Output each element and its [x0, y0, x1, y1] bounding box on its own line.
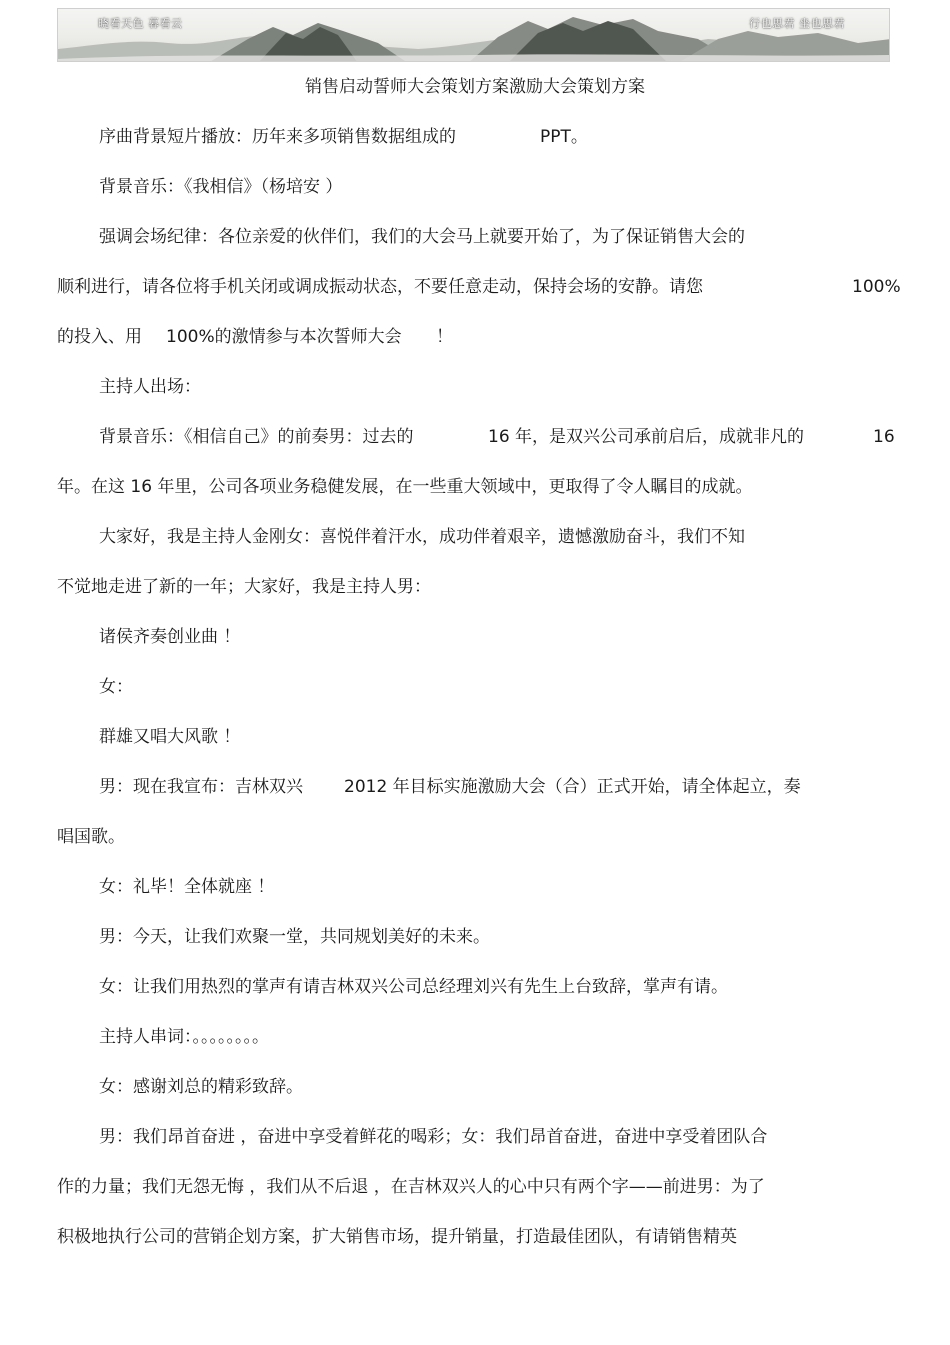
header-banner — [57, 8, 890, 62]
paragraph-line: 序曲背景短片播放：历年来多项销售数据组成的 — [99, 127, 456, 147]
paragraph-line: 男：我们昂首奋进 ，奋进中享受着鲜花的喝彩；女：我们昂首奋进，奋进中享受着团队合 — [99, 1127, 768, 1147]
paragraph-line-fragment: PPT。 — [540, 127, 588, 147]
banner-left-text: 晓看天色 暮看云 — [98, 17, 183, 30]
paragraph-line-fragment: 100%的激情参与本次誓师大会 — [166, 327, 402, 347]
paragraph-line: 女：感谢刘总的精彩致辞。 — [99, 1077, 303, 1097]
paragraph-line-fragment: ！ — [436, 327, 453, 347]
paragraph-line: 不觉地走进了新的一年；大家好，我是主持人男： — [57, 577, 431, 597]
paragraph-line: 诸侯齐奏创业曲 ！ — [99, 627, 241, 647]
paragraph-line: 群雄又唱大风歌 ！ — [99, 727, 241, 747]
paragraph-line: 男：现在我宣布：吉林双兴 — [99, 777, 303, 797]
paragraph-line-fragment: 16 — [873, 427, 895, 447]
paragraph-line: 女：礼毕！全体就座 ！ — [99, 877, 275, 897]
paragraph-line: 的投入、用 — [57, 327, 142, 347]
paragraph-line: 主持人出场： — [99, 377, 201, 397]
paragraph-line: 女： — [99, 677, 133, 697]
paragraph-line: 背景音乐：《我相信》（杨培安 ） — [99, 177, 343, 197]
paragraph-line-fragment: 16 年，是双兴公司承前启后，成就非凡的 — [488, 427, 805, 447]
paragraph-line: 女：让我们用热烈的掌声有请吉林双兴公司总经理刘兴有先生上台致辞，掌声有请。 — [99, 977, 728, 997]
paragraph-line: 顺利进行，请各位将手机关闭或调成振动状态，不要任意走动，保持会场的安静。请您 — [57, 277, 703, 297]
document-title: 销售启动誓师大会策划方案激励大会策划方案 — [305, 77, 645, 97]
paragraph-line-fragment: 100% — [852, 277, 901, 297]
paragraph-line: 积极地执行公司的营销企划方案，扩大销售市场，提升销量，打造最佳团队，有请销售精英 — [57, 1227, 737, 1247]
paragraph-line: 年。在这 16 年里，公司各项业务稳健发展，在一些重大领域中，更取得了令人瞩目的成就。 — [57, 477, 753, 497]
paragraph-line: 强调会场纪律：各位亲爱的伙伴们，我们的大会马上就要开始了，为了保证销售大会的 — [99, 227, 745, 247]
paragraph-line: 背景音乐：《相信自己》的前奏男：过去的 — [99, 427, 414, 447]
paragraph-line-fragment: 2012 年目标实施激励大会（合）正式开始，请全体起立，奏 — [344, 777, 801, 797]
paragraph-line: 作的力量；我们无怨无悔 ，我们从不后退 ，在吉林双兴人的心中只有两个字——前进男：为了 — [57, 1177, 765, 1197]
banner-right-text: 行也思君 坐也思君 — [749, 17, 845, 30]
paragraph-line: 主持人串词：。。。。。。。。 — [99, 1027, 269, 1047]
paragraph-line: 男：今天，让我们欢聚一堂，共同规划美好的未来。 — [99, 927, 490, 947]
paragraph-line: 唱国歌。 — [57, 827, 125, 847]
paragraph-line: 大家好，我是主持人金刚女：喜悦伴着汗水，成功伴着艰辛，遗憾激励奋斗，我们不知 — [99, 527, 745, 547]
